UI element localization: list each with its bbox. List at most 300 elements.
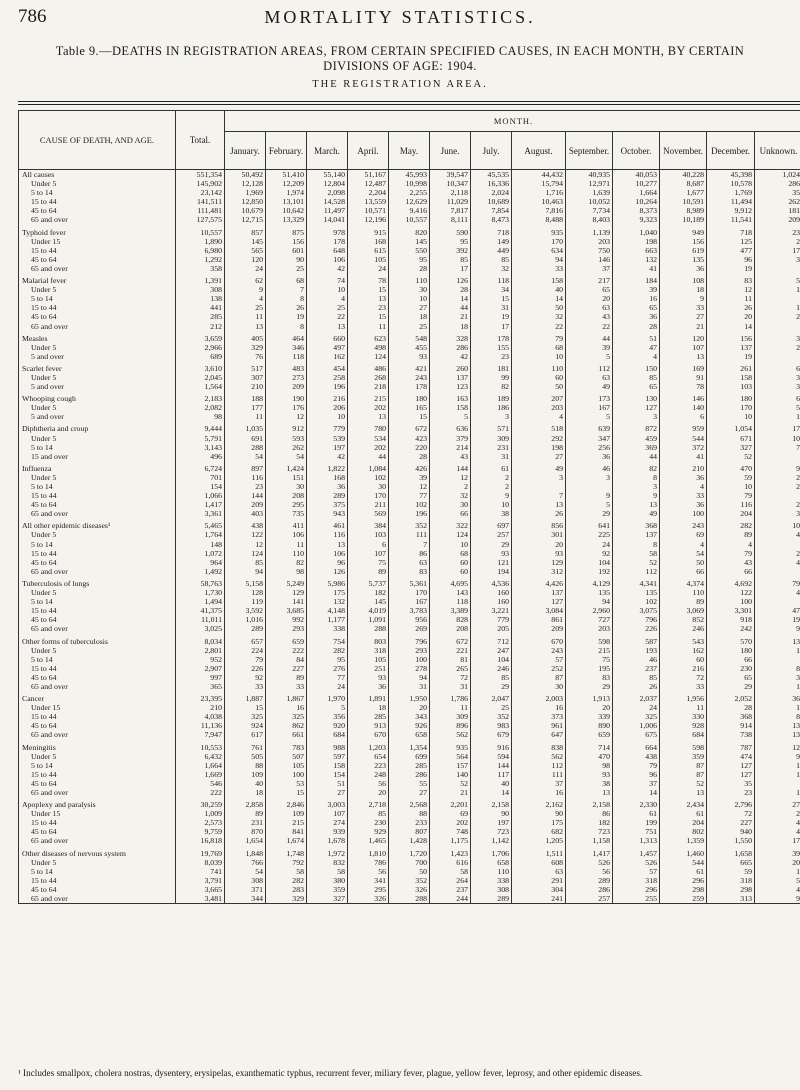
month-cell: 60: [660, 655, 707, 664]
month-cell: 285: [389, 761, 430, 770]
row-label: Under 5: [19, 373, 176, 382]
month-cell: 4: [660, 482, 707, 491]
month-cell: [512, 482, 566, 491]
total-cell: 9,444: [176, 421, 225, 433]
month-cell: 1,550: [707, 836, 755, 845]
month-cell: 86: [389, 549, 430, 558]
month-cell: 137: [707, 343, 755, 352]
month-cell: 6: [348, 540, 389, 549]
month-cell: 167: [389, 597, 430, 606]
month-cell: 507: [266, 752, 307, 761]
month-cell: 25: [471, 703, 512, 712]
table-row: [19, 482, 800, 491]
month-cell: 983: [471, 721, 512, 730]
month-cell: 4: [307, 294, 348, 303]
month-cell: 61: [471, 461, 512, 473]
total-cell: 8,034: [176, 634, 225, 646]
month-cell: 63: [512, 867, 566, 876]
month-cell: 322: [430, 518, 471, 530]
month-cell: 665: [707, 858, 755, 867]
month-cell: 106: [266, 530, 307, 539]
month-cell: 52: [430, 779, 471, 788]
month-cell: 168: [348, 237, 389, 246]
month-cell: 4,536: [471, 576, 512, 588]
total-cell: 1,492: [176, 567, 225, 576]
month-cell: 309: [430, 712, 471, 721]
month-cell: 72: [660, 673, 707, 682]
month-cell: 359: [307, 885, 348, 894]
total-cell: 551,354: [176, 170, 225, 180]
month-cell: 127: [707, 770, 755, 779]
total-cell: 222: [176, 788, 225, 797]
total-cell: 1,664: [176, 761, 225, 770]
month-header: October.: [613, 132, 660, 170]
month-cell: 15: [471, 294, 512, 303]
month-cell: 215: [566, 646, 613, 655]
month-cell: 10: [512, 352, 566, 361]
month-cell: 1,969: [225, 188, 266, 197]
month-cell: 307: [225, 373, 266, 382]
month-cell: 21: [660, 322, 707, 331]
total-cell: 138: [176, 294, 225, 303]
month-cell: 27: [512, 452, 566, 461]
month-cell: 23: [707, 788, 755, 797]
month-cell: 25: [266, 264, 307, 273]
month-cell: 110: [389, 273, 430, 285]
month-cell: 85: [471, 673, 512, 682]
total-cell: 19,769: [176, 846, 225, 858]
row-label: Under 15: [19, 237, 176, 246]
row-label: 15 to 44: [19, 876, 176, 885]
month-cell: 3: [512, 473, 566, 482]
month-cell: 145: [225, 237, 266, 246]
month-cell: 10: [707, 482, 755, 491]
month-cell: 1,460: [660, 846, 707, 858]
month-cell: 176: [266, 403, 307, 412]
month-cell: 3: [755, 509, 800, 518]
month-cell: 10: [307, 412, 348, 421]
month-cell: 1,716: [512, 188, 566, 197]
month-cell: 13: [307, 540, 348, 549]
month-cell: 24: [566, 540, 613, 549]
month-cell: 1,956: [660, 691, 707, 703]
month-cell: 30: [512, 682, 566, 691]
month-cell: 107: [660, 343, 707, 352]
month-cell: 4: [660, 540, 707, 549]
month-cell: 29: [471, 682, 512, 691]
month-header: March.: [307, 132, 348, 170]
month-cell: 832: [307, 858, 348, 867]
month-cell: 1,674: [266, 836, 307, 845]
month-cell: 24: [348, 264, 389, 273]
total-cell: 5,465: [176, 518, 225, 530]
total-cell: 2,082: [176, 403, 225, 412]
month-cell: 102: [613, 597, 660, 606]
table-row: [19, 509, 800, 518]
month-cell: 356: [307, 712, 348, 721]
month-cell: 95: [430, 237, 471, 246]
month-cell: 89: [707, 530, 755, 539]
row-label: Under 5: [19, 646, 176, 655]
month-cell: 593: [266, 434, 307, 443]
month-cell: 1,810: [348, 846, 389, 858]
row-label: 45 to 64: [19, 312, 176, 321]
table-row: [19, 721, 800, 730]
month-cell: 325: [225, 712, 266, 721]
month-cell: 51,167: [348, 170, 389, 180]
row-label: 65 and over: [19, 509, 176, 518]
month-cell: 106: [307, 549, 348, 558]
month-cell: 1: [755, 867, 800, 876]
month-cell: 3,003: [307, 797, 348, 809]
month-cell: 189: [471, 391, 512, 403]
month-cell: 49: [566, 382, 613, 391]
month-cell: 282: [707, 518, 755, 530]
month-cell: 956: [389, 615, 430, 624]
month-cell: 714: [566, 740, 613, 752]
table-row: [19, 827, 800, 836]
month-cell: 19: [755, 615, 800, 624]
month-cell: [755, 779, 800, 788]
month-cell: 648: [307, 246, 348, 255]
month-cell: 1,822: [307, 461, 348, 473]
row-label: Measles: [19, 331, 176, 343]
row-label: 65 and over: [19, 836, 176, 845]
row-label: 65 and over: [19, 730, 176, 739]
month-cell: 12: [266, 412, 307, 421]
month-cell: 959: [660, 421, 707, 433]
month-cell: 5,158: [225, 576, 266, 588]
month-cell: 13: [660, 352, 707, 361]
month-cell: 137: [613, 530, 660, 539]
month-cell: 1,313: [613, 836, 660, 845]
month-cell: 118: [266, 352, 307, 361]
table-row: [19, 312, 800, 321]
row-label: 65 and over: [19, 567, 176, 576]
table-row: [19, 540, 800, 549]
month-cell: 146: [566, 255, 613, 264]
month-cell: 1,205: [512, 836, 566, 845]
month-cell: 368: [613, 518, 660, 530]
month-cell: 803: [348, 634, 389, 646]
month-cell: 175: [307, 588, 348, 597]
table-row: [19, 264, 800, 273]
total-cell: 1,391: [176, 273, 225, 285]
row-label: Cancer: [19, 691, 176, 703]
table-row: [19, 846, 800, 858]
table-row: [19, 634, 800, 646]
month-cell: 3: [566, 473, 613, 482]
month-cell: 49: [512, 461, 566, 473]
month-cell: 42: [430, 352, 471, 361]
table-row: [19, 246, 800, 255]
month-cell: 2,158: [471, 797, 512, 809]
month-cell: 658: [389, 730, 430, 739]
month-cell: 517: [225, 361, 266, 373]
month-cell: 7,816: [512, 206, 566, 215]
month-cell: 352: [389, 518, 430, 530]
row-label: 5 to 14: [19, 482, 176, 491]
month-cell: 33: [660, 303, 707, 312]
month-cell: 486: [348, 361, 389, 373]
month-cell: 10,998: [389, 179, 430, 188]
month-cell: 766: [225, 858, 266, 867]
month-cell: 14,528: [307, 197, 348, 206]
month-cell: 1: [755, 788, 800, 797]
month-cell: 298: [707, 885, 755, 894]
month-cell: 55,140: [307, 170, 348, 180]
month-cell: 79: [512, 331, 566, 343]
month-cell: 15,794: [512, 179, 566, 188]
month-cell: 12,850: [225, 197, 266, 206]
row-label: Under 5: [19, 403, 176, 412]
month-cell: 2: [471, 482, 512, 491]
month-cell: 304: [512, 885, 566, 894]
month-cell: 2,204: [348, 188, 389, 197]
month-cell: 276: [307, 664, 348, 673]
month-cell: 779: [307, 421, 348, 433]
month-cell: 68: [266, 273, 307, 285]
month-cell: 21: [430, 788, 471, 797]
month-cell: 58: [430, 867, 471, 876]
month-cell: 915: [348, 225, 389, 237]
month-cell: 318: [613, 876, 660, 885]
row-label: Under 5: [19, 858, 176, 867]
month-cell: 20: [512, 540, 566, 549]
month-header: November.: [660, 132, 707, 170]
month-cell: 93: [512, 549, 566, 558]
month-cell: 359: [660, 752, 707, 761]
row-label: Under 5: [19, 343, 176, 352]
month-cell: 296: [613, 885, 660, 894]
month-cell: 36: [755, 691, 800, 703]
page-number: 786: [18, 6, 47, 27]
month-cell: 87: [660, 770, 707, 779]
table-row: [19, 867, 800, 876]
month-cell: 565: [225, 246, 266, 255]
month-cell: 11,541: [707, 215, 755, 224]
month-cell: 518: [512, 421, 566, 433]
month-cell: 52: [660, 779, 707, 788]
row-label: 65 and over: [19, 894, 176, 904]
table-title-line-1: Table 9.—DEATHS IN REGISTRATION AREAS, FROM CERTAIN SPECIFIED CAUSES, IN EACH MONTH, BY CERTAIN: [55, 44, 745, 58]
month-cell: 286: [430, 343, 471, 352]
month-cell: 338: [307, 624, 348, 633]
month-cell: 838: [512, 740, 566, 752]
month-cell: 9: [755, 894, 800, 904]
month-cell: 63: [566, 303, 613, 312]
month-cell: 123: [430, 382, 471, 391]
month-cell: 126: [430, 273, 471, 285]
month-cell: 601: [266, 246, 307, 255]
month-cell: 265: [430, 664, 471, 673]
month-cell: 17: [755, 836, 800, 845]
month-cell: 29: [566, 682, 613, 691]
month-cell: 4: [755, 818, 800, 827]
month-cell: 455: [389, 343, 430, 352]
month-cell: 39: [389, 473, 430, 482]
total-cell: 2,801: [176, 646, 225, 655]
month-cell: 10,578: [707, 179, 755, 188]
month-cell: 137: [512, 588, 566, 597]
month-cell: 8,111: [430, 215, 471, 224]
month-cell: 2,255: [389, 188, 430, 197]
month-cell: 2,037: [613, 691, 660, 703]
row-label: Under 15: [19, 809, 176, 818]
month-cell: [755, 352, 800, 361]
total-cell: 365: [176, 682, 225, 691]
table-row: [19, 615, 800, 624]
month-cell: 83: [566, 673, 613, 682]
month-cell: 135: [660, 255, 707, 264]
month-cell: 8,687: [660, 179, 707, 188]
row-label: Under 5: [19, 179, 176, 188]
month-cell: 55: [389, 779, 430, 788]
month-cell: 190: [266, 391, 307, 403]
month-cell: 347: [566, 434, 613, 443]
month-cell: 60: [512, 373, 566, 382]
month-cell: 162: [660, 646, 707, 655]
month-cell: 8,488: [512, 215, 566, 224]
month-cell: 30: [430, 500, 471, 509]
table-row: [19, 197, 800, 206]
row-label: 65 and over: [19, 788, 176, 797]
month-cell: 231: [471, 443, 512, 452]
month-cell: 1,354: [389, 740, 430, 752]
month-cell: 158: [307, 761, 348, 770]
table-row: [19, 255, 800, 264]
month-cell: 180: [707, 391, 755, 403]
month-cell: 2,960: [566, 606, 613, 615]
table-row: [19, 576, 800, 588]
month-cell: 160: [471, 588, 512, 597]
month-cell: 141: [266, 597, 307, 606]
month-cell: 126: [307, 567, 348, 576]
total-cell: 6,980: [176, 246, 225, 255]
month-cell: 215: [266, 818, 307, 827]
table-row: [19, 740, 800, 752]
month-cell: 59: [707, 867, 755, 876]
month-cell: 33: [512, 264, 566, 273]
month-cell: 222: [266, 646, 307, 655]
month-cell: 426: [389, 461, 430, 473]
total-cell: 1,066: [176, 491, 225, 500]
month-cell: 22: [512, 322, 566, 331]
month-cell: 329: [266, 894, 307, 904]
month-cell: 214: [430, 443, 471, 452]
month-cell: 636: [430, 421, 471, 433]
month-cell: 157: [430, 761, 471, 770]
month-cell: 273: [266, 373, 307, 382]
table-row: [19, 624, 800, 633]
month-cell: 3: [755, 255, 800, 264]
month-cell: 392: [430, 246, 471, 255]
month-cell: 90: [512, 809, 566, 818]
month-cell: 9,323: [613, 215, 660, 224]
month-cell: 3: [471, 412, 512, 421]
month-cell: 2: [755, 500, 800, 509]
total-cell: 701: [176, 473, 225, 482]
month-cell: 3,075: [613, 606, 660, 615]
month-cell: 54: [266, 452, 307, 461]
month-cell: 32: [512, 312, 566, 321]
month-cell: 1,016: [225, 615, 266, 624]
month-cell: 40,228: [660, 170, 707, 180]
month-cell: 202: [348, 443, 389, 452]
table-title: [0, 44, 800, 74]
month-cell: 110: [471, 867, 512, 876]
month-cell: 105: [348, 255, 389, 264]
month-cell: 712: [471, 634, 512, 646]
month-cell: 14: [430, 294, 471, 303]
total-cell: 11,011: [176, 615, 225, 624]
month-cell: 36: [660, 264, 707, 273]
total-cell: 4,038: [176, 712, 225, 721]
row-label: 65 and over: [19, 682, 176, 691]
month-cell: 8: [755, 664, 800, 673]
month-cell: 50: [660, 558, 707, 567]
month-cell: 18: [389, 312, 430, 321]
month-cell: 226: [613, 624, 660, 633]
month-cell: 659: [566, 730, 613, 739]
total-cell: 689: [176, 352, 225, 361]
month-cell: 7,817: [430, 206, 471, 215]
row-label: 45 to 64: [19, 615, 176, 624]
month-cell: 93: [566, 770, 613, 779]
month-cell: 178: [471, 331, 512, 343]
month-cell: 202: [430, 818, 471, 827]
month-cell: 31: [471, 303, 512, 312]
month-cell: 103: [707, 382, 755, 391]
month-cell: 675: [613, 730, 660, 739]
month-cell: 170: [707, 403, 755, 412]
month-cell: 9: [566, 491, 613, 500]
month-cell: 2,003: [512, 691, 566, 703]
month-cell: 137: [430, 373, 471, 382]
month-cell: 13: [613, 500, 660, 509]
month-cell: 438: [613, 752, 660, 761]
month-cell: 940: [707, 827, 755, 836]
total-cell: 10,557: [176, 225, 225, 237]
month-cell: 807: [389, 827, 430, 836]
month-cell: 562: [512, 752, 566, 761]
table-row: [19, 885, 800, 894]
month-cell: 184: [613, 273, 660, 285]
month-cell: 100: [389, 655, 430, 664]
month-cell: 459: [613, 434, 660, 443]
month-cell: 116: [707, 500, 755, 509]
month-cell: 330: [660, 712, 707, 721]
month-cell: 78: [348, 273, 389, 285]
month-cell: 85: [613, 373, 660, 382]
month-cell: 170: [512, 237, 566, 246]
month-cell: 1,972: [307, 846, 348, 858]
month-cell: 661: [266, 730, 307, 739]
month-cell: 25: [389, 322, 430, 331]
total-cell: 308: [176, 285, 225, 294]
month-cell: 914: [707, 721, 755, 730]
month-cell: 124: [348, 352, 389, 361]
month-cell: 35: [755, 188, 800, 197]
month-cell: 132: [613, 255, 660, 264]
month-cell: 421: [389, 361, 430, 373]
month-cell: 338: [471, 876, 512, 885]
table-row: [19, 761, 800, 770]
month-cell: 325: [613, 712, 660, 721]
month-cell: 132: [307, 597, 348, 606]
month-cell: 10,571: [348, 206, 389, 215]
table-row: [19, 500, 800, 509]
